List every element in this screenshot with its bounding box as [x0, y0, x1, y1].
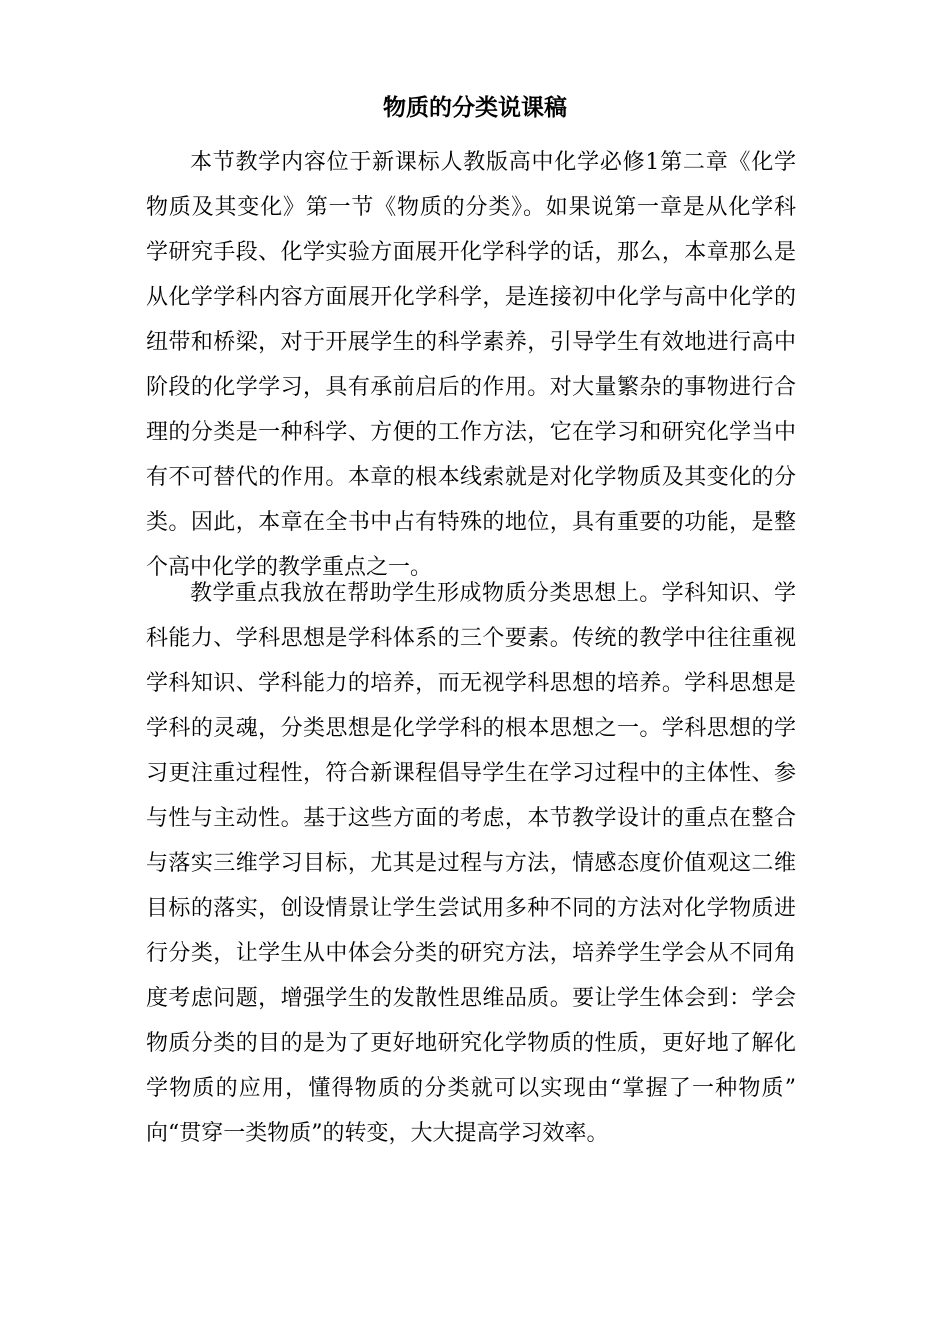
paragraph-line: 阶段的化学学习，具有承前启后的作用。对大量繁杂的事物进行合: [146, 375, 796, 400]
paragraph-1: [146, 140, 796, 590]
paragraph-line: 学科知识、学科能力的培养，而无视学科思想的培养。学科思想是: [146, 671, 796, 696]
paragraph-line: 物质及其变化》第一节《物质的分类》。如果说第一章是从化学科: [146, 195, 796, 220]
paragraph-line: 个高中化学的教学重点之一。: [146, 555, 433, 580]
paragraph-2: [146, 571, 796, 1156]
paragraph-line: 向“贯穿一类物质”的转变，大大提高学习效率。: [146, 1121, 609, 1146]
paragraph-line: 科能力、学科思想是学科体系的三个要素。传统的教学中往往重视: [146, 626, 796, 651]
paragraph-line: 理的分类是一种科学、方便的工作方法，它在学习和研究化学当中: [146, 420, 796, 445]
paragraph-line: 有不可替代的作用。本章的根本线索就是对化学物质及其变化的分: [146, 465, 796, 490]
paragraph-line: 目标的落实，创设情景让学生尝试用多种不同的方法对化学物质进: [146, 896, 796, 921]
paragraph-line: 学科的灵魂，分类思想是化学学科的根本思想之一。学科思想的学: [146, 716, 796, 741]
paragraph-line: 纽带和桥梁，对于开展学生的科学素养，引导学生有效地进行高中: [146, 330, 796, 355]
paragraph-line: 类。因此，本章在全书中占有特殊的地位，具有重要的功能，是整: [146, 510, 796, 535]
paragraph-line: 学研究手段、化学实验方面展开化学科学的话，那么，本章那么是: [146, 240, 796, 265]
paragraph-line: 与落实三维学习目标，尤其是过程与方法，情感态度价值观这二维: [146, 851, 796, 876]
paragraph-line: 度考虑问题，增强学生的发散性思维品质。要让学生体会到：学会: [146, 986, 796, 1011]
paragraph-line: 从化学学科内容方面展开化学科学，是连接初中化学与高中化学的: [146, 285, 796, 310]
paragraph-line: 习更注重过程性，符合新课程倡导学生在学习过程中的主体性、参: [146, 761, 796, 786]
paragraph-line: 行分类，让学生从中体会分类的研究方法，培养学生学会从不同角: [146, 941, 796, 966]
paragraph-line: 本节教学内容位于新课标人教版高中化学必修1第二章《化学: [190, 150, 796, 175]
document-title: 物质的分类说课稿: [383, 95, 567, 121]
paragraph-line: 与性与主动性。基于这些方面的考虑，本节教学设计的重点在整合: [146, 806, 796, 831]
paragraph-line: 学物质的应用，懂得物质的分类就可以实现由“掌握了一种物质”: [146, 1076, 796, 1101]
paragraph-line: 教学重点我放在帮助学生形成物质分类思想上。学科知识、学: [190, 581, 796, 606]
paragraph-line: 物质分类的目的是为了更好地研究化学物质的性质，更好地了解化: [146, 1031, 796, 1056]
